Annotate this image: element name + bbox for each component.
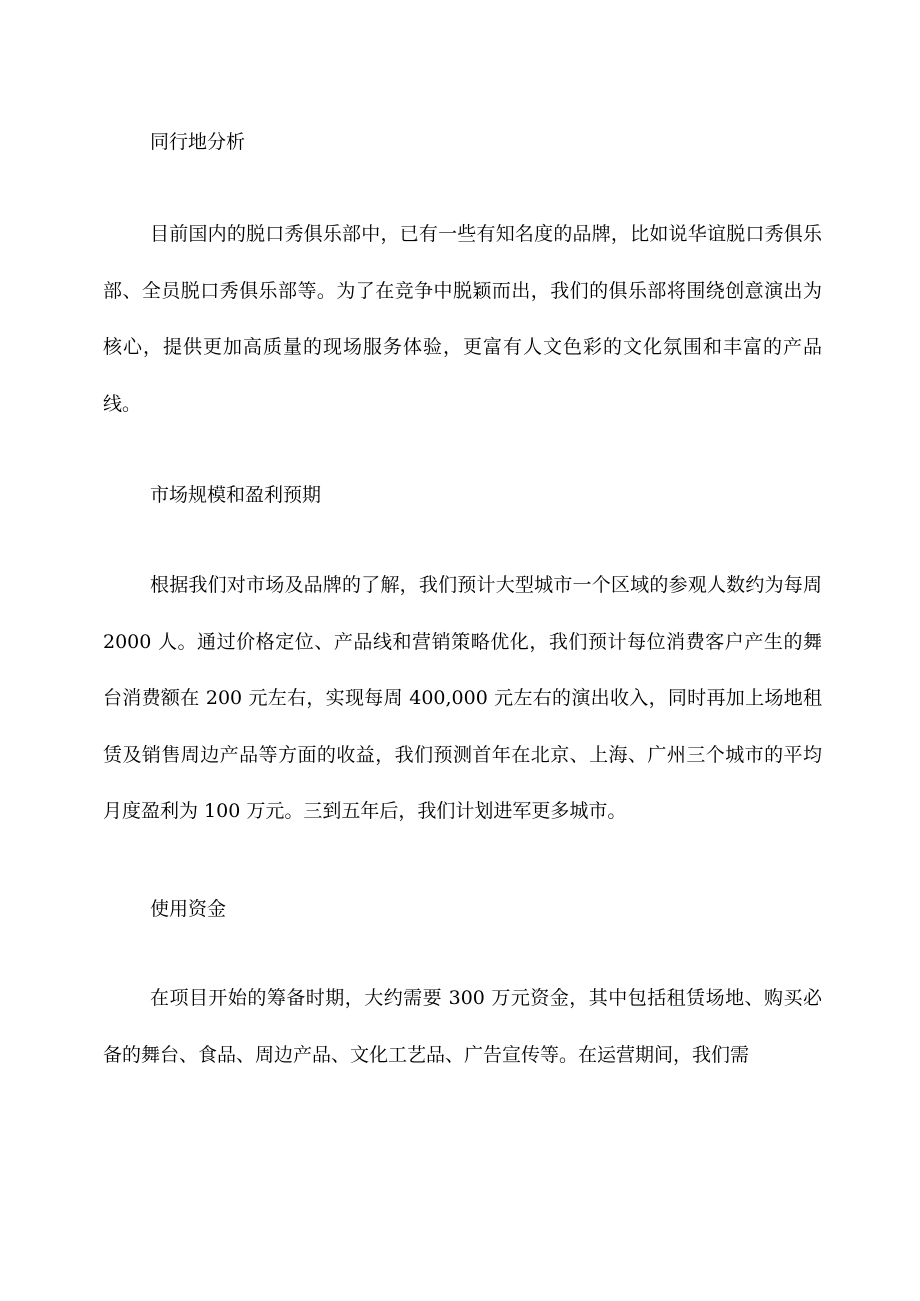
section-body-market-size: 根据我们对市场及品牌的了解，我们预计大型城市一个区域的参观人数约为每周 2000 人。通过价格定位、产品线和营销策略优化，我们预计每位消费客户产生的舞台消费额在 200 元左右，实现每周 400,000 元左右的演出收入，同时再加上场地租赁及销售周边产品等方面的收益，我们预测首年在北京、上海、广州三个城市的平均月度盈利为 100 万元。三到五年后，我们计划进军更多城市。: [103, 574, 822, 822]
section-heading-market-size: 市场规模和盈利预期: [150, 484, 322, 506]
section-body-competitor-analysis: 目前国内的脱口秀俱乐部中，已有一些有知名度的品牌，比如说华谊脱口秀俱乐部、全员脱口秀俱乐部等。为了在竞争中脱颖而出，我们的俱乐部将围绕创意演出为核心，提供更加高质量的现场服务体验，更富有人文色彩的文化氛围和丰富的产品线。: [103, 223, 822, 415]
section-heading-competitor-analysis: 同行地分析: [150, 131, 246, 153]
section-body-use-of-funds: 在项目开始的筹备时期，大约需要 300 万元资金，其中包括租赁场地、购买必备的舞台、食品、周边产品、文化工艺品、广告宣传等。在运营期间，我们需: [103, 987, 822, 1066]
section-heading-use-of-funds: 使用资金: [150, 898, 227, 920]
